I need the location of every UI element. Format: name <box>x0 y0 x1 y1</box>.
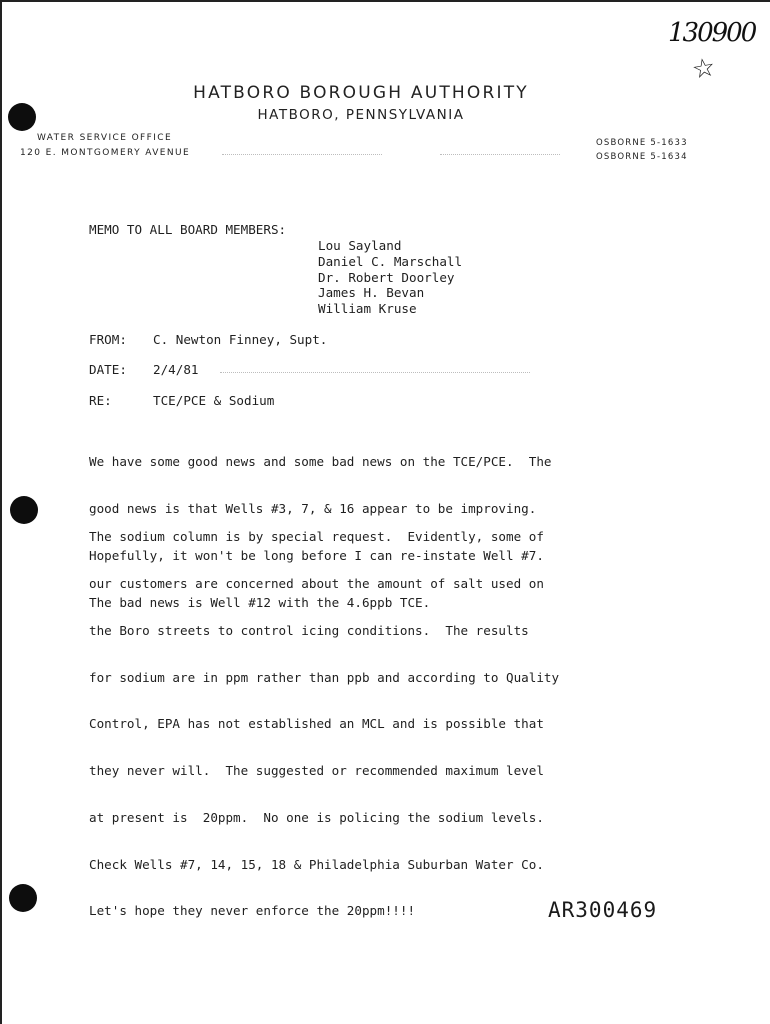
paragraph-line: Check Wells #7, 14, 15, 18 & Philadelphia Suburban Water Co. <box>89 856 544 872</box>
phone-number-2: OSBORNE 5-1634 <box>596 152 688 162</box>
smudge-mark <box>220 372 530 373</box>
paragraph-line: the Boro streets to control icing conditions. The results <box>89 622 529 638</box>
office-label: WATER SERVICE OFFICE <box>37 133 173 143</box>
body-paragraph-2 <box>89 498 559 935</box>
paragraph-line: for sodium are in ppm rather than ppb and according to Quality <box>89 669 560 685</box>
date-row <box>89 362 199 377</box>
paragraph-line: The bad news is Well #12 with the 4.6ppb TCE. <box>89 594 431 610</box>
hole-punch-bottom <box>9 884 37 912</box>
from-row <box>89 332 327 347</box>
recipient-name: Daniel C. Marschall <box>318 253 463 269</box>
letterhead-organization: HATBORO BOROUGH AUTHORITY <box>193 83 529 103</box>
subject-row <box>89 393 274 408</box>
handwritten-file-number: 130900 <box>668 18 756 48</box>
memo-to-label: MEMO TO ALL BOARD MEMBERS: <box>89 222 287 237</box>
phone-number-1: OSBORNE 5-1633 <box>596 138 688 148</box>
subject-label: RE: <box>89 393 112 408</box>
paragraph-line: The sodium column is by special request. Evidently, some of <box>89 529 544 545</box>
from-label: FROM: <box>89 332 127 347</box>
paragraph-line: Hopefully, it won't be long before I can re-instate Well #7. <box>89 547 544 563</box>
letterhead-location: HATBORO, PENNSYLVANIA <box>257 107 465 123</box>
recipient-name: James H. Bevan <box>318 285 425 301</box>
smudge-mark <box>440 154 560 155</box>
paragraph-line: our customers are concerned about the amount of salt used on <box>89 575 544 591</box>
date-value: 2/4/81 <box>153 362 199 377</box>
document-stamp-number: AR300469 <box>548 898 658 922</box>
recipient-list <box>318 238 462 317</box>
recipient-name: William Kruse <box>318 301 417 317</box>
paragraph-line: they never will. The suggested or recommended maximum level <box>89 763 544 779</box>
smudge-mark <box>222 154 382 155</box>
hole-punch-middle <box>10 496 38 524</box>
recipient-name: Lou Sayland <box>318 238 402 253</box>
paragraph-line: Let's hope they never enforce the 20ppm!!!! <box>89 903 416 919</box>
subject-value: TCE/PCE & Sodium <box>153 393 275 408</box>
recipient-name: Dr. Robert Doorley <box>318 269 455 285</box>
paragraph-line: at present is 20ppm. No one is policing the sodium levels. <box>89 809 544 825</box>
office-address: 120 E. MONTGOMERY AVENUE <box>20 148 191 158</box>
paragraph-line: We have some good news and some bad news on the TCE/PCE. The <box>89 454 552 470</box>
date-label: DATE: <box>89 362 127 377</box>
handwritten-star-mark: ☆ <box>689 52 718 86</box>
from-value: C. Newton Finney, Supt. <box>153 332 328 347</box>
paragraph-line: good news is that Wells #3, 7, & 16 appear to be improving. <box>89 500 537 516</box>
paragraph-line: Control, EPA has not established an MCL and is possible that <box>89 716 544 732</box>
